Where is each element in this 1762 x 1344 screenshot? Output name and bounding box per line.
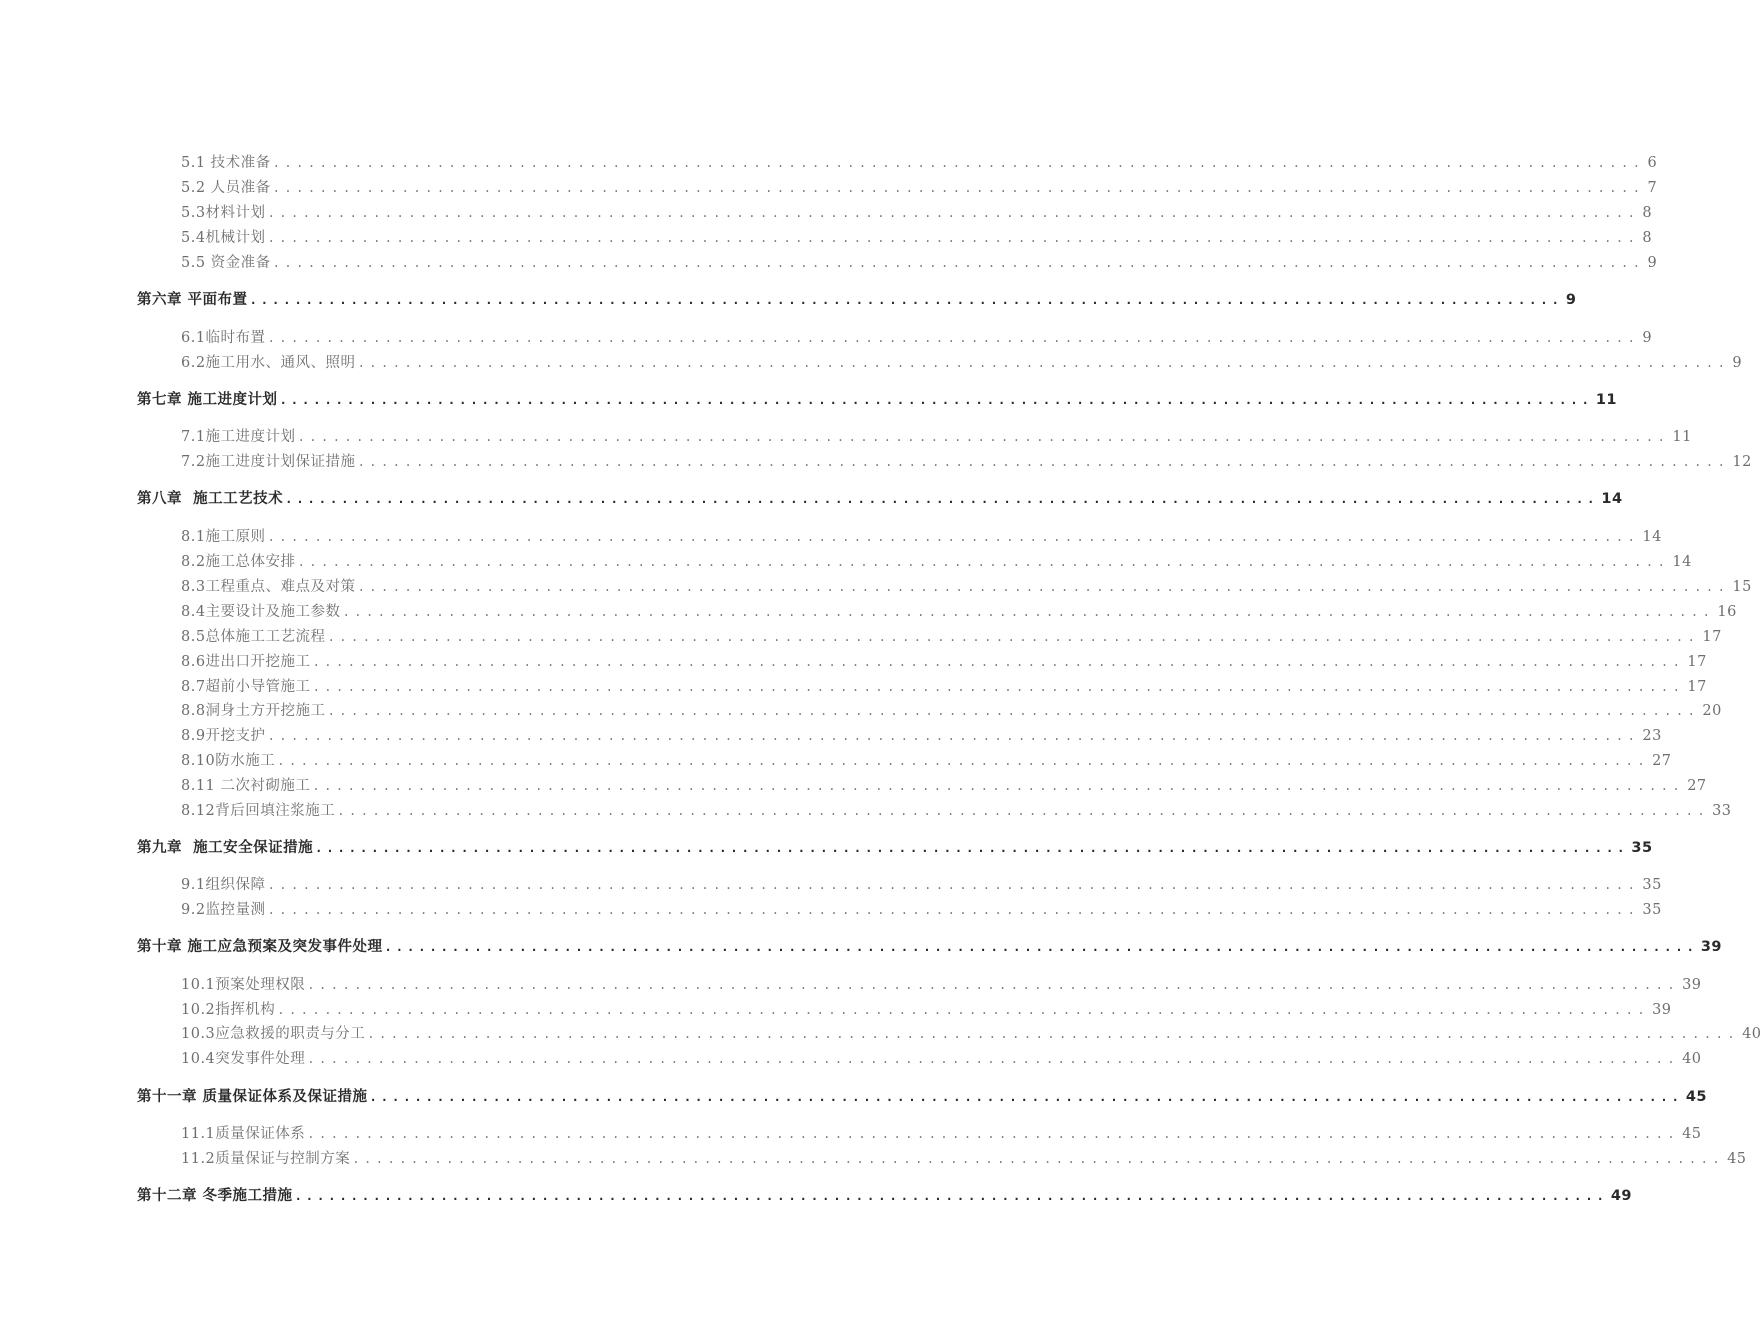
toc-entry	[181, 176, 1658, 198]
toc-entry-page: 9	[1732, 355, 1743, 371]
toc-entry	[181, 625, 1722, 647]
toc-chapter-title: 第七章 施工进度计划	[137, 392, 278, 408]
leader-dots: .....................................................................................................................	[267, 530, 1640, 544]
leader-dots: .....................................................................................................................	[279, 393, 1593, 407]
toc-chapter	[137, 935, 1723, 959]
leader-dots: .....................................................................................................................	[277, 754, 1650, 768]
toc-chapter	[137, 487, 1623, 511]
toc-entry-page: 8	[1642, 205, 1653, 221]
toc-chapter	[137, 388, 1618, 412]
toc-entry-page: 17	[1687, 679, 1707, 695]
leader-dots: .....................................................................................................................	[352, 1152, 1725, 1166]
toc-entry-page: 45	[1727, 1151, 1747, 1167]
leader-dots: .....................................................................................................................	[327, 704, 1700, 718]
toc-entry-title: 10.4突发事件处理	[181, 1051, 306, 1067]
toc-entry-page: 15	[1732, 579, 1752, 595]
toc-entry-title: 8.9开挖支护	[181, 728, 266, 744]
toc-entry-title: 8.12背后回填注浆施工	[181, 803, 336, 819]
leader-dots: .....................................................................................................................	[369, 1090, 1683, 1104]
toc-entry-title: 5.4机械计划	[181, 230, 266, 246]
leader-dots: .....................................................................................................................	[342, 605, 1715, 619]
leader-dots: .....................................................................................................................	[267, 878, 1640, 892]
leader-dots: .....................................................................................................................	[307, 978, 1680, 992]
toc-entry-page: 17	[1687, 654, 1707, 670]
toc-entry-title: 8.1施工原则	[181, 529, 266, 545]
toc-chapter	[137, 288, 1577, 312]
toc-entry-page: 27	[1687, 778, 1707, 794]
toc-entry-page: 9	[1642, 330, 1653, 346]
toc-entry-page: 6	[1647, 155, 1658, 171]
toc-entry	[181, 251, 1658, 273]
toc-chapter	[137, 1085, 1708, 1109]
toc-chapter-page: 39	[1700, 939, 1723, 955]
toc-entry-title: 5.2 人员准备	[181, 180, 271, 196]
toc-chapter-title: 第八章 施工工艺技术	[137, 491, 284, 507]
toc-entry-title: 6.1临时布置	[181, 330, 266, 346]
toc-entry	[181, 1022, 1762, 1044]
toc-entry-title: 9.2监控量测	[181, 902, 266, 918]
toc-entry	[181, 675, 1707, 697]
toc-entry-title: 8.10防水施工	[181, 753, 276, 769]
toc-entry	[181, 326, 1653, 348]
toc-entry	[181, 450, 1752, 472]
toc-entry	[181, 226, 1653, 248]
toc-entry-page: 39	[1652, 1002, 1672, 1018]
toc-entry-title: 11.2质量保证与控制方案	[181, 1151, 351, 1167]
leader-dots: .....................................................................................................................	[297, 555, 1670, 569]
toc-entry-title: 8.2施工总体安排	[181, 554, 296, 570]
leader-dots: .....................................................................................................................	[277, 1003, 1650, 1017]
toc-entry-page: 23	[1642, 728, 1662, 744]
leader-dots: .....................................................................................................................	[312, 680, 1685, 694]
toc-entry-title: 5.3材料计划	[181, 205, 266, 221]
leader-dots: .....................................................................................................................	[357, 455, 1730, 469]
leader-dots: .....................................................................................................................	[384, 940, 1698, 954]
toc-entry-title: 10.1预案处理权限	[181, 977, 306, 993]
toc-entry-title: 7.1施工进度计划	[181, 429, 296, 445]
toc-entry-title: 5.1 技术准备	[181, 155, 271, 171]
toc-chapter-title: 第十章 施工应急预案及突发事件处理	[137, 939, 383, 955]
toc-entry-page: 33	[1712, 803, 1732, 819]
toc-entry	[181, 1147, 1747, 1169]
toc-chapter-page: 14	[1601, 491, 1623, 507]
toc-entry	[181, 699, 1722, 721]
toc-entry-title: 8.7超前小导管施工	[181, 679, 311, 695]
leader-dots: .....................................................................................................................	[312, 655, 1685, 669]
toc-entry	[181, 973, 1702, 995]
toc-chapter	[137, 1184, 1633, 1208]
toc-chapter-page: 11	[1595, 392, 1618, 408]
toc-entry	[181, 600, 1737, 622]
toc-entry-page: 9	[1647, 255, 1658, 271]
toc-entry	[181, 351, 1743, 373]
toc-entry-page: 40	[1682, 1051, 1702, 1067]
toc-entry-page: 40	[1742, 1026, 1762, 1042]
leader-dots: .....................................................................................................................	[267, 729, 1640, 743]
toc-entry-page: 20	[1702, 703, 1722, 719]
toc-chapter-page: 9	[1565, 292, 1577, 308]
toc-entry-page: 45	[1682, 1126, 1702, 1142]
leader-dots: .....................................................................................................................	[312, 779, 1685, 793]
leader-dots: .....................................................................................................................	[267, 206, 1640, 220]
toc-entry-title: 8.8洞身土方开挖施工	[181, 703, 326, 719]
leader-dots: .....................................................................................................................	[307, 1052, 1680, 1066]
leader-dots: .....................................................................................................................	[294, 1189, 1608, 1203]
leader-dots: .....................................................................................................................	[307, 1127, 1680, 1141]
toc-chapter	[137, 836, 1653, 860]
toc-entry	[181, 898, 1662, 920]
leader-dots: .....................................................................................................................	[285, 492, 1599, 506]
toc-entry	[181, 650, 1707, 672]
toc-entry	[181, 550, 1692, 572]
leader-dots: .....................................................................................................................	[267, 231, 1640, 245]
toc-entry-page: 35	[1642, 902, 1662, 918]
toc-entry-title: 8.5总体施工工艺流程	[181, 629, 326, 645]
toc-chapter-title: 第十一章 质量保证体系及保证措施	[137, 1089, 368, 1105]
leader-dots: .....................................................................................................................	[272, 156, 1645, 170]
leader-dots: .....................................................................................................................	[367, 1027, 1740, 1041]
toc-entry-title: 8.6进出口开挖施工	[181, 654, 311, 670]
toc-entry-page: 16	[1717, 604, 1737, 620]
toc-chapter-page: 45	[1685, 1089, 1708, 1105]
leader-dots: .....................................................................................................................	[357, 356, 1730, 370]
leader-dots: .....................................................................................................................	[357, 580, 1730, 594]
toc-entry	[181, 525, 1662, 547]
toc-entry-page: 12	[1732, 454, 1752, 470]
toc-entry-title: 10.2指挥机构	[181, 1002, 276, 1018]
toc-entry	[181, 724, 1662, 746]
toc-entry-title: 8.11 二次衬砌施工	[181, 778, 311, 794]
toc-chapter-title: 第十二章 冬季施工措施	[137, 1188, 293, 1204]
toc-entry	[181, 774, 1707, 796]
toc-entry	[181, 998, 1672, 1020]
toc-entry-page: 7	[1647, 180, 1658, 196]
toc-entry-page: 17	[1702, 629, 1722, 645]
toc-entry-title: 11.1质量保证体系	[181, 1126, 306, 1142]
toc-entry-page: 39	[1682, 977, 1702, 993]
toc-entry	[181, 799, 1732, 821]
toc-entry	[181, 575, 1752, 597]
leader-dots: .....................................................................................................................	[272, 256, 1645, 270]
leader-dots: .....................................................................................................................	[297, 430, 1670, 444]
toc-entry-page: 35	[1642, 877, 1662, 893]
toc-entry-title: 6.2施工用水、通风、照明	[181, 355, 356, 371]
toc-entry	[181, 201, 1653, 223]
toc-entry-title: 7.2施工进度计划保证措施	[181, 454, 356, 470]
toc-chapter-title: 第九章 施工安全保证措施	[137, 840, 314, 856]
toc-entry	[181, 425, 1692, 447]
leader-dots: .....................................................................................................................	[249, 293, 1563, 307]
leader-dots: .....................................................................................................................	[337, 804, 1710, 818]
toc-entry-title: 8.3工程重点、难点及对策	[181, 579, 356, 595]
toc-entry-title: 9.1组织保障	[181, 877, 266, 893]
leader-dots: .....................................................................................................................	[315, 841, 1629, 855]
leader-dots: .....................................................................................................................	[267, 903, 1640, 917]
toc-entry	[181, 151, 1658, 173]
toc-chapter-page: 49	[1610, 1188, 1633, 1204]
leader-dots: .....................................................................................................................	[327, 630, 1700, 644]
leader-dots: .....................................................................................................................	[267, 331, 1640, 345]
toc-entry-page: 27	[1652, 753, 1672, 769]
toc-entry-page: 14	[1672, 554, 1692, 570]
toc-entry-title: 10.3应急救援的职责与分工	[181, 1026, 366, 1042]
toc-entry-title: 8.4主要设计及施工参数	[181, 604, 341, 620]
toc-entry	[181, 749, 1672, 771]
leader-dots: .....................................................................................................................	[272, 181, 1645, 195]
toc-entry-page: 11	[1672, 429, 1692, 445]
toc-chapter-title: 第六章 平面布置	[137, 292, 248, 308]
toc-entry-page: 8	[1642, 230, 1653, 246]
toc-entry	[181, 1122, 1702, 1144]
toc-entry	[181, 1047, 1702, 1069]
toc-entry	[181, 873, 1662, 895]
toc-entry-page: 14	[1642, 529, 1662, 545]
toc-chapter-page: 35	[1631, 840, 1653, 856]
toc-entry-title: 5.5 资金准备	[181, 255, 271, 271]
